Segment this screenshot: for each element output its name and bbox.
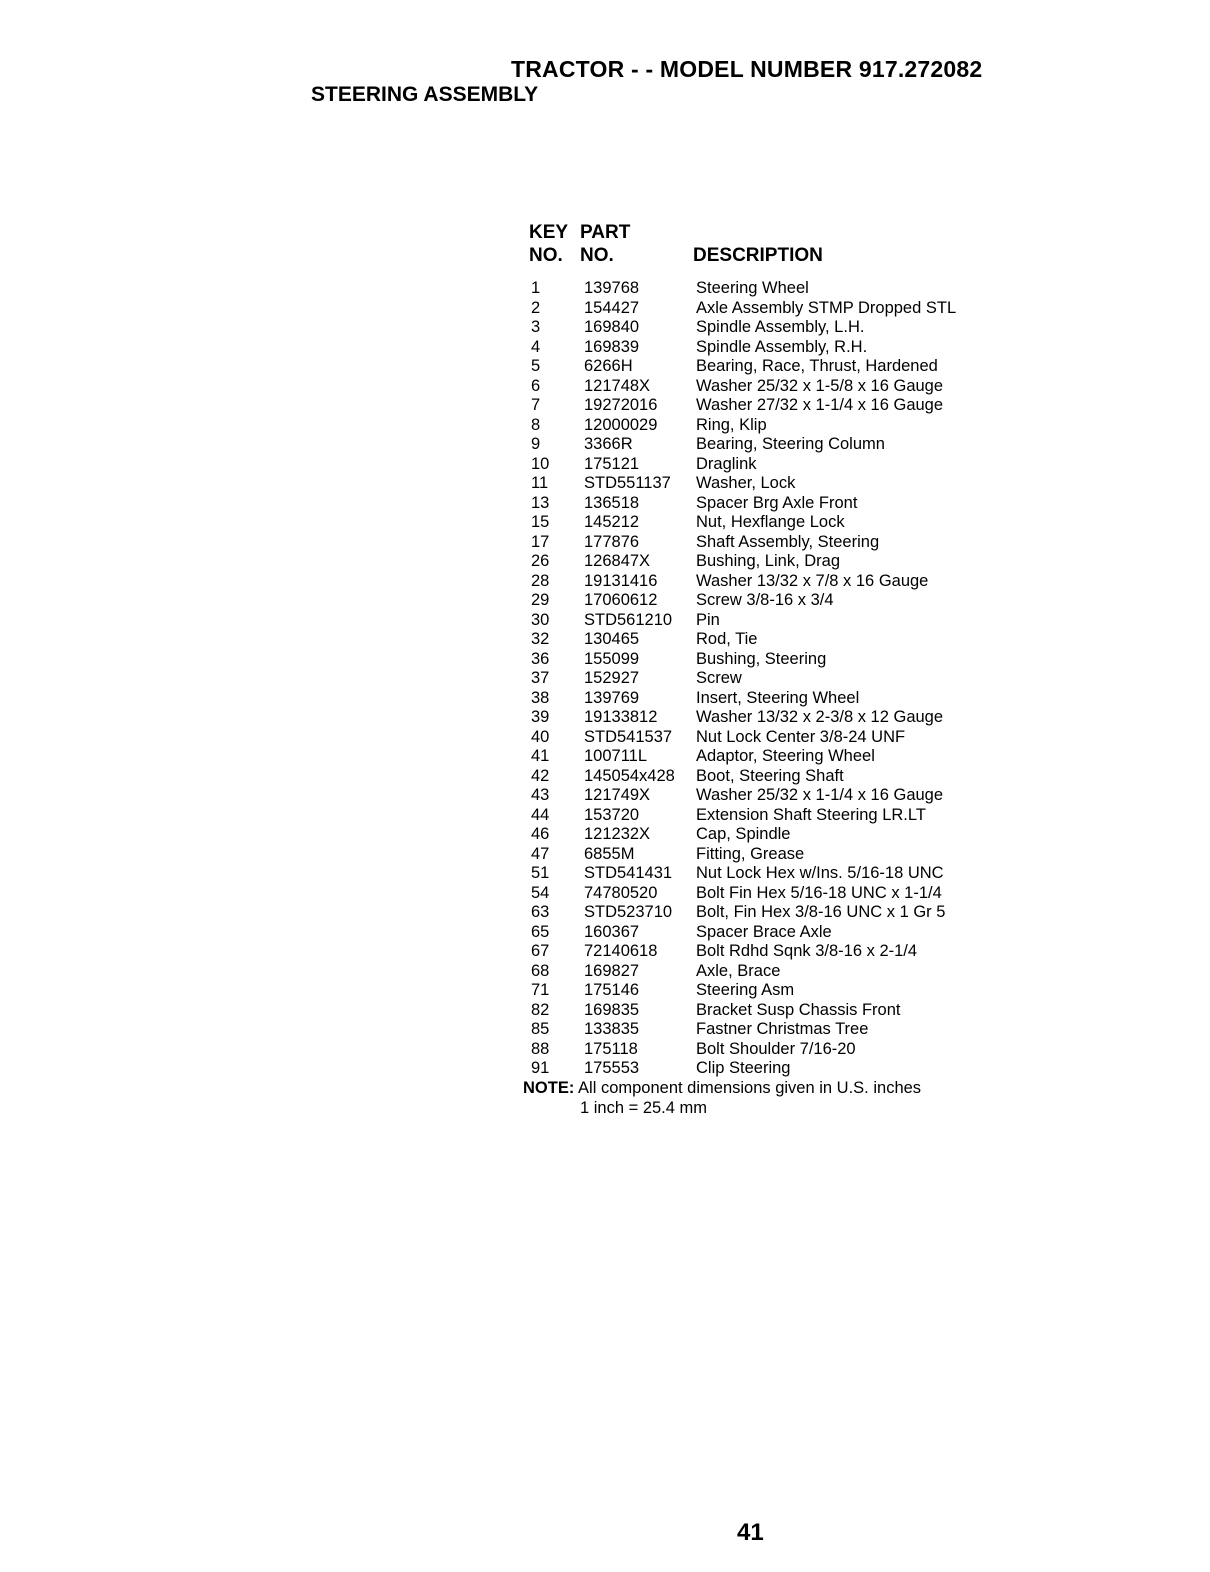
key-no-cell: 38 bbox=[531, 688, 550, 707]
description-cell: Bolt Rdhd Sqnk 3/8-16 x 2-1/4 bbox=[696, 942, 918, 960]
table-row bbox=[520, 435, 1000, 455]
part-no-cell: 169835 bbox=[584, 1000, 640, 1019]
key-no-cell: 39 bbox=[531, 708, 550, 726]
key-no-cell: 85 bbox=[531, 1020, 550, 1038]
table-row bbox=[520, 396, 1000, 416]
description-cell: Nut Lock Hex w/Ins. 5/16-18 UNC bbox=[696, 864, 944, 882]
description-cell: Bushing, Link, Drag bbox=[696, 552, 840, 570]
key-no-cell: 4 bbox=[531, 337, 541, 356]
part-no-cell: 19133812 bbox=[584, 708, 658, 726]
table-header bbox=[520, 221, 1000, 279]
table-row bbox=[520, 767, 1000, 787]
table-row bbox=[520, 806, 1000, 826]
table-row bbox=[520, 728, 1000, 748]
part-no-cell: 175146 bbox=[584, 981, 640, 999]
table-row bbox=[520, 1001, 1000, 1021]
description-cell: Washer, Lock bbox=[696, 474, 796, 492]
key-no-cell: 44 bbox=[531, 805, 550, 824]
table-row bbox=[520, 611, 1000, 631]
key-no-cell: 71 bbox=[531, 981, 550, 999]
key-no-cell: 82 bbox=[531, 1000, 550, 1019]
part-no-cell: 155099 bbox=[584, 649, 640, 668]
table-row bbox=[520, 299, 1000, 319]
description-cell: Bolt Fin Hex 5/16-18 UNC x 1-1/4 bbox=[696, 883, 942, 902]
key-no-cell: 67 bbox=[531, 942, 550, 960]
key-no-cell: 11 bbox=[531, 474, 549, 492]
key-no-cell: 7 bbox=[531, 396, 541, 414]
description-cell: Spacer Brg Axle Front bbox=[696, 493, 858, 512]
key-no-cell: 37 bbox=[531, 669, 550, 687]
description-cell: Washer 27/32 x 1-1/4 x 16 Gauge bbox=[696, 396, 944, 414]
description-cell: Fitting, Grease bbox=[696, 844, 805, 863]
part-no-cell: 145212 bbox=[584, 513, 640, 531]
table-row bbox=[520, 669, 1000, 689]
description-cell: Insert, Steering Wheel bbox=[696, 688, 860, 707]
table-row bbox=[520, 650, 1000, 670]
key-no-cell: 3 bbox=[531, 318, 541, 336]
key-no-cell: 9 bbox=[531, 435, 541, 453]
page-title: TRACTOR - - MODEL NUMBER 917.272082 bbox=[511, 56, 983, 82]
table-row bbox=[520, 338, 1000, 358]
header-key-no-line2: NO. bbox=[529, 245, 563, 266]
key-no-cell: 46 bbox=[531, 825, 550, 843]
part-no-cell: STD541431 bbox=[584, 864, 673, 882]
key-no-cell: 10 bbox=[531, 454, 550, 473]
part-no-cell: STD561210 bbox=[584, 610, 673, 629]
key-no-cell: 28 bbox=[531, 571, 550, 590]
description-cell: Draglink bbox=[696, 454, 757, 473]
description-cell: Bearing, Race, Thrust, Hardened bbox=[696, 357, 938, 375]
note-label: NOTE: bbox=[523, 1079, 575, 1097]
description-cell: Pin bbox=[696, 610, 720, 629]
table-row bbox=[520, 864, 1000, 884]
table-row bbox=[520, 903, 1000, 923]
part-no-cell: 139769 bbox=[584, 688, 640, 707]
key-no-cell: 13 bbox=[531, 493, 550, 512]
table-row bbox=[520, 942, 1000, 962]
description-cell: Boot, Steering Shaft bbox=[696, 766, 844, 785]
section-title: STEERING ASSEMBLY bbox=[311, 83, 539, 106]
part-no-cell: 169839 bbox=[584, 337, 640, 356]
part-no-cell: 121748X bbox=[584, 376, 651, 395]
table-row bbox=[520, 708, 1000, 728]
description-cell: Bracket Susp Chassis Front bbox=[696, 1000, 901, 1019]
part-no-cell: 154427 bbox=[584, 298, 640, 317]
key-no-cell: 15 bbox=[531, 513, 550, 531]
description-cell: Washer 13/32 x 7/8 x 16 Gauge bbox=[696, 571, 929, 590]
page-number: 41 bbox=[737, 1519, 764, 1546]
key-no-cell: 17 bbox=[531, 532, 550, 551]
part-no-cell: 175121 bbox=[584, 454, 640, 473]
part-no-cell: 100711L bbox=[584, 747, 648, 765]
description-cell: Washer 13/32 x 2-3/8 x 12 Gauge bbox=[696, 708, 944, 726]
part-no-cell: 130465 bbox=[584, 630, 640, 648]
key-no-cell: 30 bbox=[531, 610, 550, 629]
key-no-cell: 65 bbox=[531, 922, 550, 941]
description-cell: Rod, Tie bbox=[696, 630, 758, 648]
part-no-cell: 74780520 bbox=[584, 883, 658, 902]
table-row bbox=[520, 552, 1000, 572]
part-no-cell: 133835 bbox=[584, 1020, 640, 1038]
key-no-cell: 2 bbox=[531, 298, 541, 317]
key-no-cell: 36 bbox=[531, 649, 550, 668]
note-text: All component dimensions given in U.S. inches bbox=[578, 1079, 922, 1097]
description-cell: Shaft Assembly, Steering bbox=[696, 532, 880, 551]
description-cell: Extension Shaft Steering LR.LT bbox=[696, 805, 926, 824]
part-no-cell: 3366R bbox=[584, 435, 633, 453]
key-no-cell: 5 bbox=[531, 357, 541, 375]
table-row bbox=[520, 630, 1000, 650]
table-row bbox=[520, 786, 1000, 806]
key-no-cell: 41 bbox=[531, 747, 550, 765]
part-no-cell: 19272016 bbox=[584, 396, 658, 414]
key-no-cell: 43 bbox=[531, 786, 550, 804]
description-cell: Cap, Spindle bbox=[696, 825, 791, 843]
part-no-cell: STD541537 bbox=[584, 727, 673, 746]
key-no-cell: 26 bbox=[531, 552, 550, 570]
header-key-no-line1: KEY bbox=[529, 222, 569, 243]
key-no-cell: 42 bbox=[531, 766, 550, 785]
key-no-cell: 40 bbox=[531, 727, 550, 746]
key-no-cell: 1 bbox=[531, 279, 541, 297]
part-no-cell: 6266H bbox=[584, 357, 633, 375]
key-no-cell: 47 bbox=[531, 844, 550, 863]
part-no-cell: 175118 bbox=[584, 1039, 638, 1058]
description-cell: Ring, Klip bbox=[696, 415, 767, 434]
table-body bbox=[520, 279, 1000, 1079]
description-cell: Nut Lock Center 3/8-24 UNF bbox=[696, 727, 906, 746]
table-row bbox=[520, 279, 1000, 299]
note-conversion: 1 inch = 25.4 mm bbox=[580, 1099, 708, 1117]
part-no-cell: 175553 bbox=[584, 1059, 640, 1077]
part-no-cell: 169840 bbox=[584, 318, 640, 336]
table-row bbox=[520, 416, 1000, 436]
table-row bbox=[520, 494, 1000, 514]
description-cell: Adaptor, Steering Wheel bbox=[696, 747, 875, 765]
table-row bbox=[520, 689, 1000, 709]
table-row bbox=[520, 845, 1000, 865]
table-row bbox=[520, 357, 1000, 377]
part-no-cell: 17060612 bbox=[584, 591, 658, 609]
description-cell: Spindle Assembly, L.H. bbox=[696, 318, 865, 336]
key-no-cell: 29 bbox=[531, 591, 550, 609]
description-cell: Bolt Shoulder 7/16-20 bbox=[696, 1039, 856, 1058]
description-cell: Steering Wheel bbox=[696, 279, 809, 297]
description-cell: Axle, Brace bbox=[696, 961, 781, 980]
table-row bbox=[520, 455, 1000, 475]
part-no-cell: 152927 bbox=[584, 669, 640, 687]
table-row bbox=[520, 318, 1000, 338]
table-row bbox=[520, 1059, 1000, 1079]
part-no-cell: 121749X bbox=[584, 786, 651, 804]
key-no-cell: 63 bbox=[531, 903, 550, 921]
description-cell: Bearing, Steering Column bbox=[696, 435, 885, 453]
description-cell: Screw bbox=[696, 669, 742, 687]
parts-list-table bbox=[520, 221, 1000, 1079]
table-row bbox=[520, 1040, 1000, 1060]
table-row bbox=[520, 513, 1000, 533]
table-row bbox=[520, 377, 1000, 397]
description-cell: Bolt, Fin Hex 3/8-16 UNC x 1 Gr 5 bbox=[696, 903, 946, 921]
key-no-cell: 32 bbox=[531, 630, 550, 648]
table-row bbox=[520, 572, 1000, 592]
part-no-cell: 121232X bbox=[584, 825, 651, 843]
table-row bbox=[520, 962, 1000, 982]
key-no-cell: 8 bbox=[531, 415, 541, 434]
table-row bbox=[520, 747, 1000, 767]
table-row bbox=[520, 533, 1000, 553]
part-no-cell: 72140618 bbox=[584, 942, 658, 960]
key-no-cell: 6 bbox=[531, 376, 541, 395]
header-part-no-line2: NO. bbox=[580, 245, 614, 266]
description-cell: Clip Steering bbox=[696, 1059, 791, 1077]
description-cell: Screw 3/8-16 x 3/4 bbox=[696, 591, 834, 609]
part-no-cell: 126847X bbox=[584, 552, 651, 570]
key-no-cell: 51 bbox=[531, 864, 550, 882]
table-row bbox=[520, 474, 1000, 494]
part-no-cell: 160367 bbox=[584, 922, 640, 941]
table-row bbox=[520, 825, 1000, 845]
key-no-cell: 88 bbox=[531, 1039, 550, 1058]
description-cell: Fastner Christmas Tree bbox=[696, 1020, 869, 1038]
table-row bbox=[520, 591, 1000, 611]
part-no-cell: 19131416 bbox=[584, 571, 658, 590]
description-cell: Bushing, Steering bbox=[696, 649, 827, 668]
description-cell: Steering Asm bbox=[696, 981, 795, 999]
part-no-cell: 145054x428 bbox=[584, 766, 675, 785]
table-row bbox=[520, 884, 1000, 904]
part-no-cell: STD551137 bbox=[584, 474, 671, 492]
header-description: DESCRIPTION bbox=[693, 245, 823, 266]
table-row bbox=[520, 1020, 1000, 1040]
part-no-cell: 153720 bbox=[584, 805, 640, 824]
key-no-cell: 91 bbox=[531, 1059, 550, 1077]
part-no-cell: STD523710 bbox=[584, 903, 673, 921]
description-cell: Spacer Brace Axle bbox=[696, 922, 832, 941]
key-no-cell: 54 bbox=[531, 883, 550, 902]
key-no-cell: 68 bbox=[531, 961, 550, 980]
description-cell: Washer 25/32 x 1-1/4 x 16 Gauge bbox=[696, 786, 944, 804]
part-no-cell: 139768 bbox=[584, 279, 640, 297]
part-no-cell: 177876 bbox=[584, 532, 640, 551]
description-cell: Axle Assembly STMP Dropped STL bbox=[696, 298, 957, 317]
part-no-cell: 136518 bbox=[584, 493, 640, 512]
description-cell: Nut, Hexflange Lock bbox=[696, 513, 845, 531]
part-no-cell: 12000029 bbox=[584, 415, 658, 434]
description-cell: Washer 25/32 x 1-5/8 x 16 Gauge bbox=[696, 376, 944, 395]
header-part-no-line1: PART bbox=[580, 222, 631, 243]
table-row bbox=[520, 923, 1000, 943]
description-cell: Spindle Assembly, R.H. bbox=[696, 337, 868, 356]
part-no-cell: 169827 bbox=[584, 961, 640, 980]
part-no-cell: 6855M bbox=[584, 844, 635, 863]
note bbox=[523, 1079, 921, 1099]
table-row bbox=[520, 981, 1000, 1001]
